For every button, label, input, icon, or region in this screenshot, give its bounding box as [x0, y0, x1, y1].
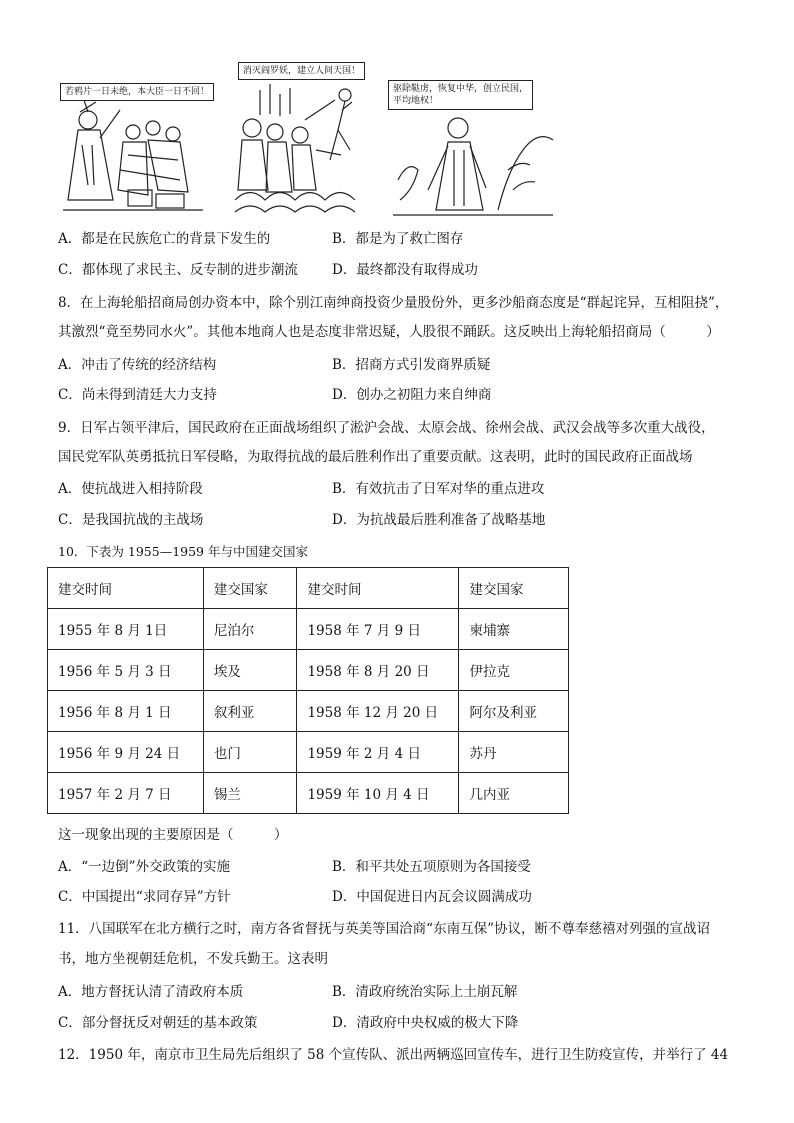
table-cell: 1958 年 7 月 9 日	[297, 609, 459, 650]
q9-stem-line1: 9．日军占领平津后，国民政府在正面战场组织了淞沪会战、太原会战、徐州会战、武汉会战等多次重大战役，	[58, 420, 715, 436]
q10-option-b: B．和平共处五项原则为各国接受	[332, 859, 531, 875]
table-cell: 1959 年 2 月 4 日	[297, 732, 459, 773]
q8-option-a: A．冲击了传统的经济结构	[58, 357, 217, 373]
q9-option-a: A．使抗战进入相持阶段	[58, 481, 203, 497]
table-row	[48, 691, 569, 732]
q11-stem-line2: 书，地方坐视朝廷危机，不发兵勤王。这表明	[58, 951, 328, 967]
cartoon-sun-yat-sen-drawing	[388, 50, 558, 220]
q9-option-c: C．是我国抗战的主战场	[58, 512, 204, 528]
q11-option-d: D．清政府中央权威的极大下降	[332, 1015, 519, 1031]
table-row	[48, 650, 569, 691]
table-cell: 锡兰	[203, 773, 297, 814]
speech-bubble-2: 消灭阎罗妖，建立人间天国！	[238, 62, 365, 80]
q9-option-b: B．有效抗击了日军对华的重点进攻	[332, 481, 545, 497]
q11-stem-line1: 11．八国联军在北方横行之时，南方各省督抚与英美等国洽商“东南互保”协议，断不尊奉慈禧对列强的宣战诏	[58, 921, 710, 937]
speech-bubble-3-line2: 平均地权！	[393, 96, 439, 106]
q10-option-d: D．中国促进日内瓦会议圆满成功	[332, 889, 532, 905]
q8-stem-line2: 其激烈“竟至势同水火”。其他本地商人也是态度非常迟疑，人股很不踊跃。这反映出上海轮船招商局（ ）	[58, 324, 720, 340]
table-cell: 也门	[203, 732, 297, 773]
table-cell: 埃及	[203, 650, 297, 691]
q8-option-d: D．创办之初阻力来自绅商	[332, 387, 492, 403]
q8-stem-line1: 8．在上海轮船招商局创办资本中，除个别江南绅商投资少量股份外，更多沙船商态度是“群起诧异，互相阻挠”，	[58, 295, 729, 311]
table-row	[48, 732, 569, 773]
table-cell: 1959 年 10 月 4 日	[297, 773, 459, 814]
table-cell: 叙利亚	[203, 691, 297, 732]
table-cell: 苏丹	[459, 732, 569, 773]
q10-stem: 10．下表为 1955—1959 年与中国建交国家	[58, 544, 308, 559]
table-row	[48, 609, 569, 650]
table-cell: 伊拉克	[459, 650, 569, 691]
q7-option-a: A．都是在民族危亡的背景下发生的	[58, 231, 271, 247]
q7-option-c: C．都体现了求民主、反专制的进步潮流	[58, 262, 298, 278]
q7-option-b: B．都是为了救亡图存	[332, 231, 464, 247]
q12-stem-line1: 12．1950 年，南京市卫生局先后组织了 58 个宣传队、派出两辆巡回宣传车，进行卫生防疫宣传，并举行了 44	[58, 1047, 729, 1063]
q7-option-d: D．最终都没有取得成功	[332, 262, 478, 278]
speech-bubble-3	[388, 80, 533, 110]
speech-bubble-3-line1: 驱除鞑虏，恢复中华，创立民国，	[393, 84, 529, 94]
table-cell: 1955 年 8 月 1日	[48, 609, 204, 650]
table-header-cell: 建交国家	[459, 568, 569, 609]
cartoon-strip	[58, 50, 558, 220]
table-cell: 1956 年 9 月 24 日	[48, 732, 204, 773]
cartoon-lin-zexu	[58, 50, 208, 220]
q9-option-d: D．为抗战最后胜利准备了战略基地	[332, 512, 546, 528]
table-header-row	[48, 568, 569, 609]
q10-after-text: 这一现象出现的主要原因是（ ）	[58, 827, 288, 843]
q9-stem-line2: 国民党军队英勇抵抗日军侵略，为取得抗战的最后胜利作出了重要贡献。这表明，此时的国民政府正面战场	[58, 449, 693, 465]
q10-option-c: C．中国提出“求同存异”方针	[58, 889, 231, 905]
cartoon-taiping	[230, 50, 365, 220]
table-cell: 1956 年 5 月 3 日	[48, 650, 204, 691]
q8-option-b: B．招商方式引发商界质疑	[332, 357, 491, 373]
cartoon-sun-yat-sen	[388, 50, 558, 220]
speech-bubble-1: 若鸦片一日未绝，本大臣一日不回！	[60, 83, 214, 101]
table-header-cell: 建交时间	[297, 568, 459, 609]
cartoon-lin-zexu-drawing	[58, 50, 208, 220]
table-cell: 柬埔寨	[459, 609, 569, 650]
q11-option-a: A．地方督抚认清了清政府本质	[58, 984, 244, 1000]
table-cell: 1957 年 2 月 7 日	[48, 773, 204, 814]
table-row	[48, 773, 569, 814]
table-cell: 1956 年 8 月 1 日	[48, 691, 204, 732]
diplomatic-table	[47, 567, 569, 814]
q8-option-c: C．尚未得到清廷大力支持	[58, 387, 217, 403]
q11-option-b: B．清政府统治实际上土崩瓦解	[332, 984, 518, 1000]
q10-option-a: A．“一边倒”外交政策的实施	[58, 859, 231, 875]
table-cell: 尼泊尔	[203, 609, 297, 650]
table-cell: 几内亚	[459, 773, 569, 814]
q11-option-c: C．部分督抚反对朝廷的基本政策	[58, 1015, 258, 1031]
table-cell: 1958 年 12 月 20 日	[297, 691, 459, 732]
table-cell: 阿尔及利亚	[459, 691, 569, 732]
table-header-cell: 建交国家	[203, 568, 297, 609]
table-cell: 1958 年 8 月 20 日	[297, 650, 459, 691]
table-header-cell: 建交时间	[48, 568, 204, 609]
